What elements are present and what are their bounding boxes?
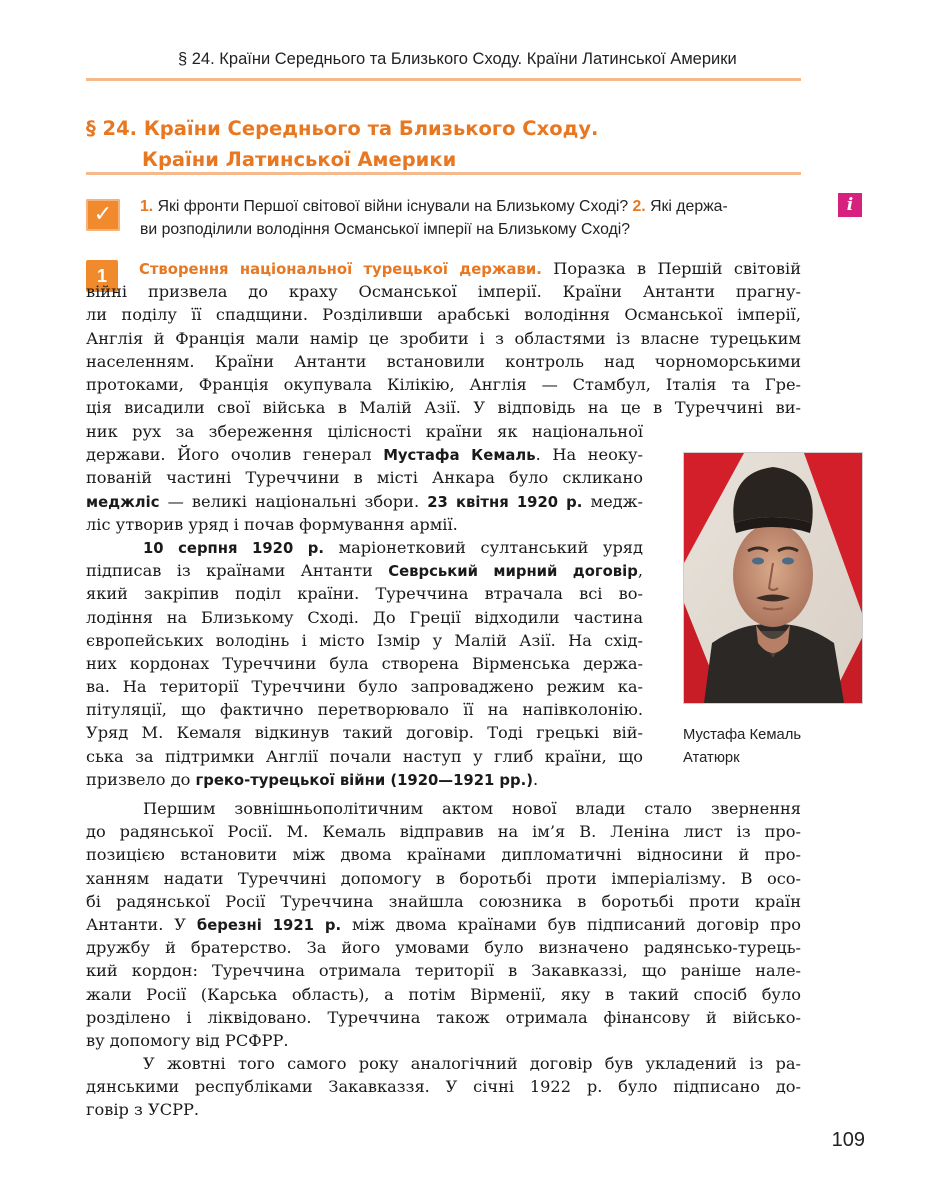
section-body-lower [86,797,801,1122]
text-segment: між двома країнами був підписаний договір про [341,914,802,934]
section-heading: Створення національної турецької держави. [139,261,542,278]
text-line: європейських володінь і місто Ізмір у Малій Азії. На схід- [86,630,643,650]
text-line [86,768,643,791]
emphasis-term: меджліс [86,493,160,511]
question-1-number: 1. [140,198,154,215]
text-line: до радянської Росії. М. Кемаль відправив на ім’я В. Леніна лист із про- [86,822,801,842]
check-icon: ✓ [86,199,120,231]
text-segment: підписав із країнами Антанти [86,561,389,581]
page-number: 109 [831,1129,865,1151]
text-line [86,490,643,513]
text-line: ція висадили свої війська в Малій Азії. У відповідь на це в Туреччині ви- [86,398,801,418]
caption-line2: Ататюрк [683,750,740,766]
text-line: який закріпив поділ країни. Туреччина втрачала всі во- [86,584,643,604]
text-line: ханням надати Туреччині допомогу в боротьбі проти імперіалізму. В осо- [86,868,801,888]
text-line: ва. На території Туреччини було запроваджено режим ка- [86,677,643,697]
question-2-text-b: ви розподілили володіння Османської імперії на Близькому Сході? [140,221,631,238]
chapter-title-line2: Країни Латинської Америки [142,148,457,171]
text-line: дянськими республіками Закавказзя. У січні 1922 р. було підписано до- [86,1077,801,1097]
text-segment: . [533,769,539,789]
text-line: позицією встановити між двома країнами дипломатичні відносини й про- [86,845,801,865]
chapter-title [86,113,806,175]
chapter-title-line1: § 24. Країни Середнього та Близького Сходу. [86,117,599,140]
portrait-caption [683,724,863,770]
text-segment: , [637,561,643,581]
text-line: ська за підтримки Англії почали наступ у глиб країни, що [86,746,643,766]
header-rule [86,78,801,81]
text-line: ву допомогу від РСФРР. [86,1030,289,1050]
section-body-full [86,257,801,419]
emphasis-term: греко-турецької війни (1920—1921 рр.) [195,771,534,789]
emphasis-date: березні 1921 р. [196,916,342,934]
portrait-image [683,452,863,704]
caption-line1: Мустафа Кемаль [683,727,802,743]
text-line: війні призвела до краху Османської імперії. Країни Антанти прагну- [86,282,801,302]
text-line: пованій частині Туреччини в місті Анкара було скликано [86,468,643,488]
text-line: кий кордон: Туреччина отримала території в Закавказзі, що раніше нале- [86,961,801,981]
section-number-badge: 1 [86,260,118,292]
text-line: Англія й Франція мали намір це зробити і з областями із власне турецьким [86,328,801,348]
question-1-text: Які фронти Першої світової війни існували на Близькому Сході? [153,198,633,215]
text-line: населенням. Країни Антанти встановили контроль над чорноморськими [86,351,801,371]
text-line: жали Росії (Карська область), а потім Вірменії, яку в такий спосіб було [86,984,801,1004]
review-questions [140,195,805,241]
text-line: ліс утворив уряд і почав формування армії. [86,514,458,534]
text-segment: Поразка в Першій світовій [541,259,801,278]
text-segment: призвело до [86,769,196,789]
emphasis-date: 10 серпня 1920 р. [143,539,325,557]
info-icon[interactable]: i [838,193,862,217]
text-line: ник рух за збереження цілісності країни як національної [86,422,643,441]
text-line: бі радянської Росії Туреччина знайшла союзника в боротьбі проти країн [86,891,801,911]
text-line: Першим зовнішньополітичним актом нової влади стало звернення [143,799,801,818]
text-line: протоками, Франція окупувала Кілікію, Англія — Стамбул, Італія та Гре- [86,374,801,394]
text-segment: Антанти. У [86,914,197,934]
text-line: У жовтні того самого року аналогічний договір був укладений із ра- [143,1054,801,1074]
text-line: дружбу й братерство. За його умовами було визначено радянсько-турець- [86,938,801,958]
text-line [86,559,643,582]
emphasis-term: Севрський мирний договір [388,563,638,581]
text-segment: . На неоку- [535,445,643,465]
text-line: говір з УСРР. [86,1100,200,1120]
text-line: ли поділу її спадщини. Розділивши арабські володіння Османської імперії, [86,305,801,325]
running-head: § 24. Країни Середнього та Близького Сходу. Країни Латинської Америки [178,50,737,68]
emphasis-date: 23 квітня 1920 р. [427,493,583,511]
text-line: пітуляції, що фактично перетворювало її на напівколонію. [86,700,643,720]
text-line [86,257,801,280]
text-line [86,536,643,559]
text-line: лодіння на Близькому Сході. До Греції відходили частина [86,607,643,627]
text-segment: маріонетковий султанський уряд [324,537,643,557]
chapter-rule [86,172,801,175]
text-segment: держави. Його очолив генерал [86,445,384,465]
emphasis-name: Мустафа Кемаль [383,447,536,465]
text-line [86,443,643,466]
question-2-number: 2. [632,198,646,215]
text-segment: медж- [582,491,643,511]
section-body-narrow [86,420,643,791]
text-line [86,913,801,936]
question-2-text-a: Які держа- [645,198,728,215]
text-line: них кордонах Туреччини була створена Вірменська держа- [86,653,643,673]
text-segment: — великі національні збори. [159,491,428,511]
text-line: розділено і ліквідовано. Туреччина також отримала фінансову й військо- [86,1007,801,1027]
text-line: Уряд М. Кемаля відкинув такий договір. Тоді грецькі вій- [86,723,643,743]
